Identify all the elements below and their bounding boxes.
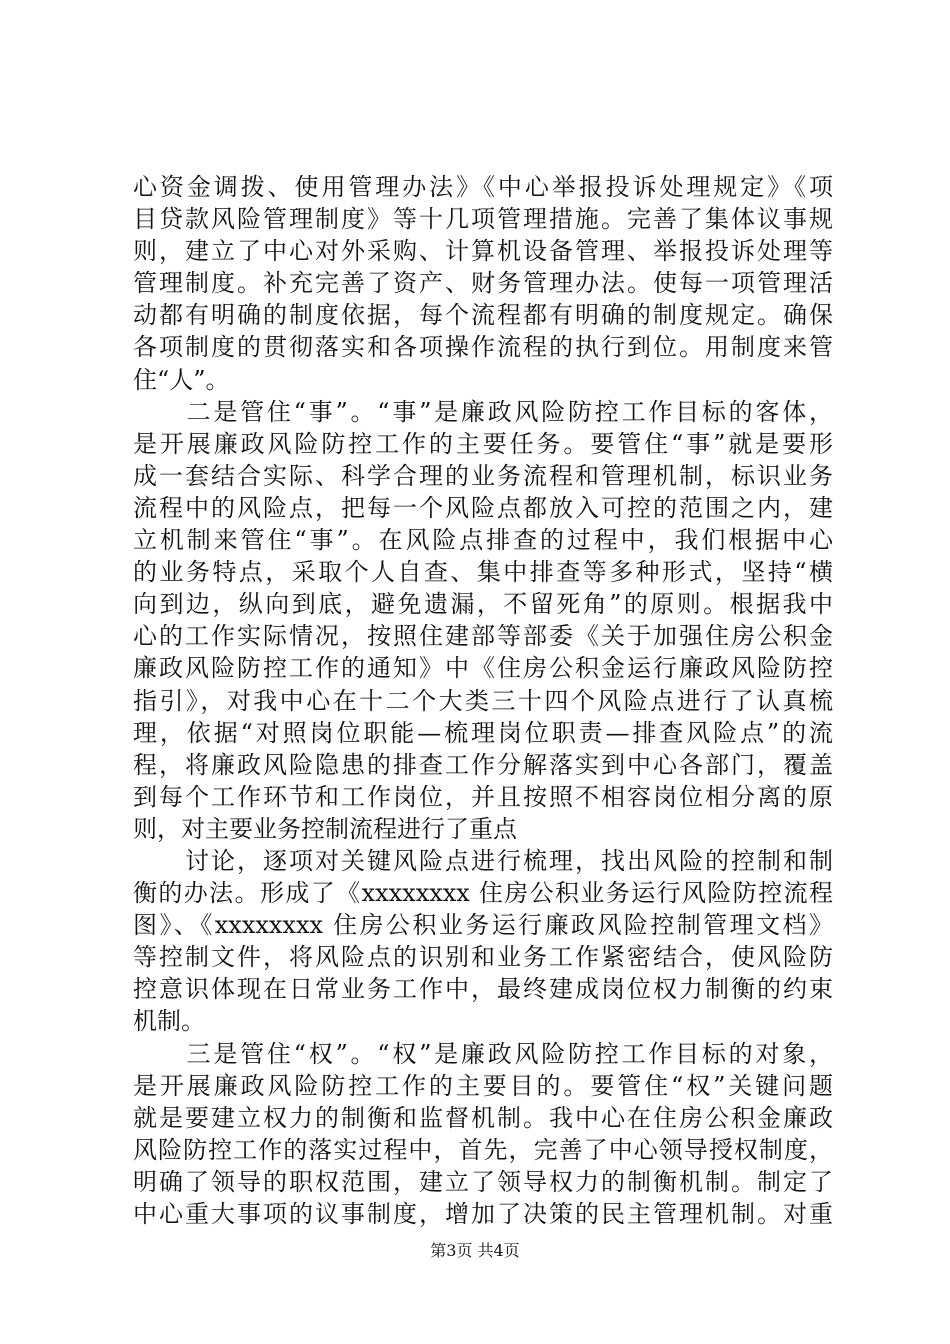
text-line: 中心重大事项的议事制度，增加了决策的民主管理机制。对重 bbox=[133, 1200, 833, 1228]
text-line: 成一套结合实际、科学合理的业务流程和管理机制，标识业务 bbox=[133, 461, 833, 490]
text-line: 是开展廉政风险防控工作的主要任务。要管住“事”就是要形 bbox=[133, 429, 833, 458]
text-line: 明确了领导的职权范围，建立了领导权力的制衡机制。制定了 bbox=[133, 1167, 833, 1196]
text-line: 衡的办法。形成了《xxxxxxxx 住房公积业务运行风险防控流程 bbox=[133, 879, 833, 908]
text-line: 各项制度的贯彻落实和各项操作流程的执行到位。用制度来管 bbox=[133, 333, 833, 362]
text-line: 控意识体现在日常业务工作中，最终建成岗位权力制衡的约束 bbox=[133, 975, 833, 1004]
text-line: 指引》，对我中心在十二个大类三十四个风险点进行了认真梳 bbox=[133, 686, 833, 715]
text-line: 管理制度。补充完善了资产、财务管理办法。使每一项管理活 bbox=[133, 269, 833, 298]
text-line: 流程中的风险点，把每一个风险点都放入可控的范围之内，建 bbox=[133, 493, 833, 522]
text-line: 廉政风险防控工作的通知》中《住房公积金运行廉政风险防控 bbox=[133, 654, 833, 683]
text-line: 理，依据“对照岗位职能—梳理岗位职责—排查风险点”的流 bbox=[133, 718, 833, 747]
text-line: 动都有明确的制度依据，每个流程都有明确的制度规定。确保 bbox=[133, 301, 833, 330]
text-line: 讨论，逐项对关键风险点进行梳理，找出风险的控制和制 bbox=[133, 846, 833, 875]
text-line: 心资金调拨、使用管理办法》《中心举报投诉处理规定》《项 bbox=[133, 173, 833, 201]
text-line: 是开展廉政风险防控工作的主要目的。要管住“权”关键问题 bbox=[133, 1071, 833, 1100]
text-line: 到每个工作环节和工作岗位，并且按照不相容岗位相分离的原 bbox=[133, 782, 833, 811]
text-line: 风险防控工作的落实过程中，首先，完善了中心领导授权制度， bbox=[133, 1135, 833, 1164]
text-line: 等控制文件，将风险点的识别和业务工作紧密结合，使风险防 bbox=[133, 943, 833, 972]
text-line: 目贷款风险管理制度》等十几项管理措施。完善了集体议事规 bbox=[133, 205, 833, 234]
text-line: 住“人”。 bbox=[133, 365, 230, 394]
text-line: 二是管住“事”。“事”是廉政风险防控工作目标的客体， bbox=[133, 397, 833, 426]
text-line: 则，对主要业务控制流程进行了重点 bbox=[133, 814, 517, 843]
text-line: 心的工作实际情况，按照住建部等部委《关于加强住房公积金 bbox=[133, 622, 833, 651]
text-line: 三是管住“权”。“权”是廉政风险防控工作目标的对象， bbox=[133, 1039, 833, 1068]
page-number-footer: 第3页 共4页 bbox=[430, 1241, 520, 1260]
body-text bbox=[133, 171, 833, 1230]
text-line: 立机制来管住“事”。在风险点排查的过程中，我们根据中心 bbox=[133, 526, 833, 555]
text-line: 的业务特点，采取个人自查、集中排查等多种形式，坚持“横 bbox=[133, 558, 833, 587]
text-line: 机制。 bbox=[133, 1007, 205, 1036]
text-line: 图》、《xxxxxxxx 住房公积业务运行廉政风险控制管理文档》 bbox=[133, 911, 833, 940]
text-line: 程，将廉政风险隐患的排查工作分解落实到中心各部门，覆盖 bbox=[133, 750, 833, 779]
text-line: 就是要建立权力的制衡和监督机制。我中心在住房公积金廉政 bbox=[133, 1103, 833, 1132]
text-line: 向到边，纵向到底，避免遗漏，不留死角”的原则。根据我中 bbox=[133, 590, 833, 619]
text-line: 则，建立了中心对外采购、计算机设备管理、举报投诉处理等 bbox=[133, 237, 833, 266]
